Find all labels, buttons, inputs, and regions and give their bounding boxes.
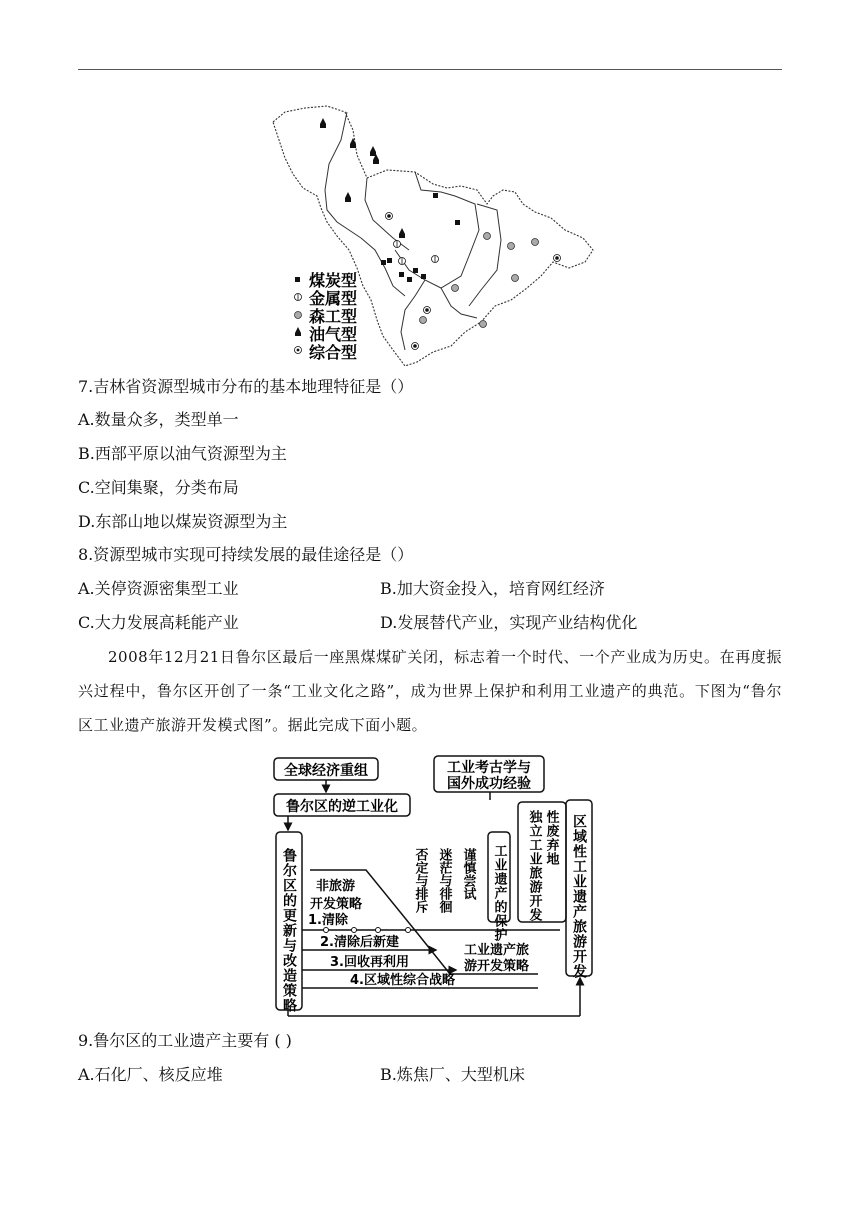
reading-passage: 2008年12月21日鲁尔区最后一座黑煤煤矿关闭，标志着一个时代、一个产业成为历史。在再度振兴过程中，鲁尔区开创了一条“工业文化之路”，成为世界上保护和利用工业遗产的典范。下图为“鲁尔区工业遗产旅游开发模式图”。据此完成下面小题。 (78, 648, 782, 734)
vertical-renewal-strategy: 鲁尔区的更新与改造策略 (281, 848, 297, 1013)
non-tourism-line2: 开发策略 (310, 897, 363, 912)
q7-stem: 7.吉林省资源型城市分布的基本地理特征是（） (78, 377, 414, 396)
header-rule (78, 69, 782, 70)
stage-careful-try: 谨慎尝试 (460, 848, 476, 900)
q8-option-d: D.发展替代产业，实现产业结构优化 (380, 613, 638, 632)
forest-city-markers (420, 233, 539, 328)
non-tourism-line1: 非旅游 (316, 879, 356, 894)
map-legend (295, 271, 358, 362)
box-deindustrialization: 鲁尔区的逆工业化 (286, 799, 398, 815)
q9-option-a: A.石化厂、核反应堆 (78, 1065, 223, 1084)
box-global-economy: 全球经济重组 (284, 763, 368, 779)
legend-composite: 综合型 (309, 343, 358, 362)
legend-oil-gas: 油气型 (309, 325, 358, 344)
box-archaeology-line1: 工业考古学与 (447, 760, 531, 776)
q8-option-a: A.关停资源密集型工业 (78, 579, 239, 598)
heritage-strategy-line1: 工业遗产旅 (464, 943, 530, 958)
legend-coal: 煤炭型 (309, 271, 358, 290)
q8-option-b: B.加大资金投入，培育网红经济 (380, 579, 605, 598)
arrow-recycle-label: 3.回收再利用 (330, 955, 409, 970)
ruhr-tourism-model-diagram (268, 752, 608, 1024)
heritage-strategy-line2: 游开发策略 (464, 959, 530, 974)
vertical-regional-tourism: 区域性工业遗产旅游开发 (571, 814, 587, 979)
stage-confused: 迷茫与徘徊 (436, 848, 452, 913)
oil-gas-city-markers (320, 118, 405, 238)
arrow-clear-rebuild-label: 2.清除后新建 (320, 935, 399, 950)
q7-option-c: C.空间集聚，分类布局 (78, 478, 239, 497)
legend-metal: 金属型 (309, 289, 358, 308)
vertical-heritage-protection: 工业遗产的保护 (491, 844, 507, 942)
stage-deny-reject: 否定与排斥 (412, 848, 428, 913)
arrow-regional-strategy-label: 4.区域性综合战略 (350, 973, 455, 988)
q9-option-b: B.炼焦厂、大型机床 (380, 1065, 525, 1084)
q7-option-d: D.东部山地以煤炭资源型为主 (78, 512, 288, 531)
legend-forest: 森工型 (309, 307, 358, 326)
box-archaeology-line2: 国外成功经验 (447, 776, 531, 792)
metal-city-markers (394, 241, 439, 265)
q9-stem: 9.鲁尔区的工业遗产主要有 ( ) (78, 1031, 292, 1050)
q7-option-b: B.西部平原以油气资源型为主 (78, 444, 287, 463)
vertical-independent-col1: 独立工业旅游开发 (526, 810, 542, 922)
jilin-resource-city-map (265, 100, 605, 368)
vertical-independent-col2: 性废弃地 (543, 810, 559, 866)
q8-option-c: C.大力发展高耗能产业 (78, 613, 239, 632)
q8-stem: 8.资源型城市实现可持续发展的最佳途径是（） (78, 545, 414, 564)
q7-option-a: A.数量众多，类型单一 (78, 410, 239, 429)
arrow-clear-label: 1.清除 (308, 913, 348, 928)
